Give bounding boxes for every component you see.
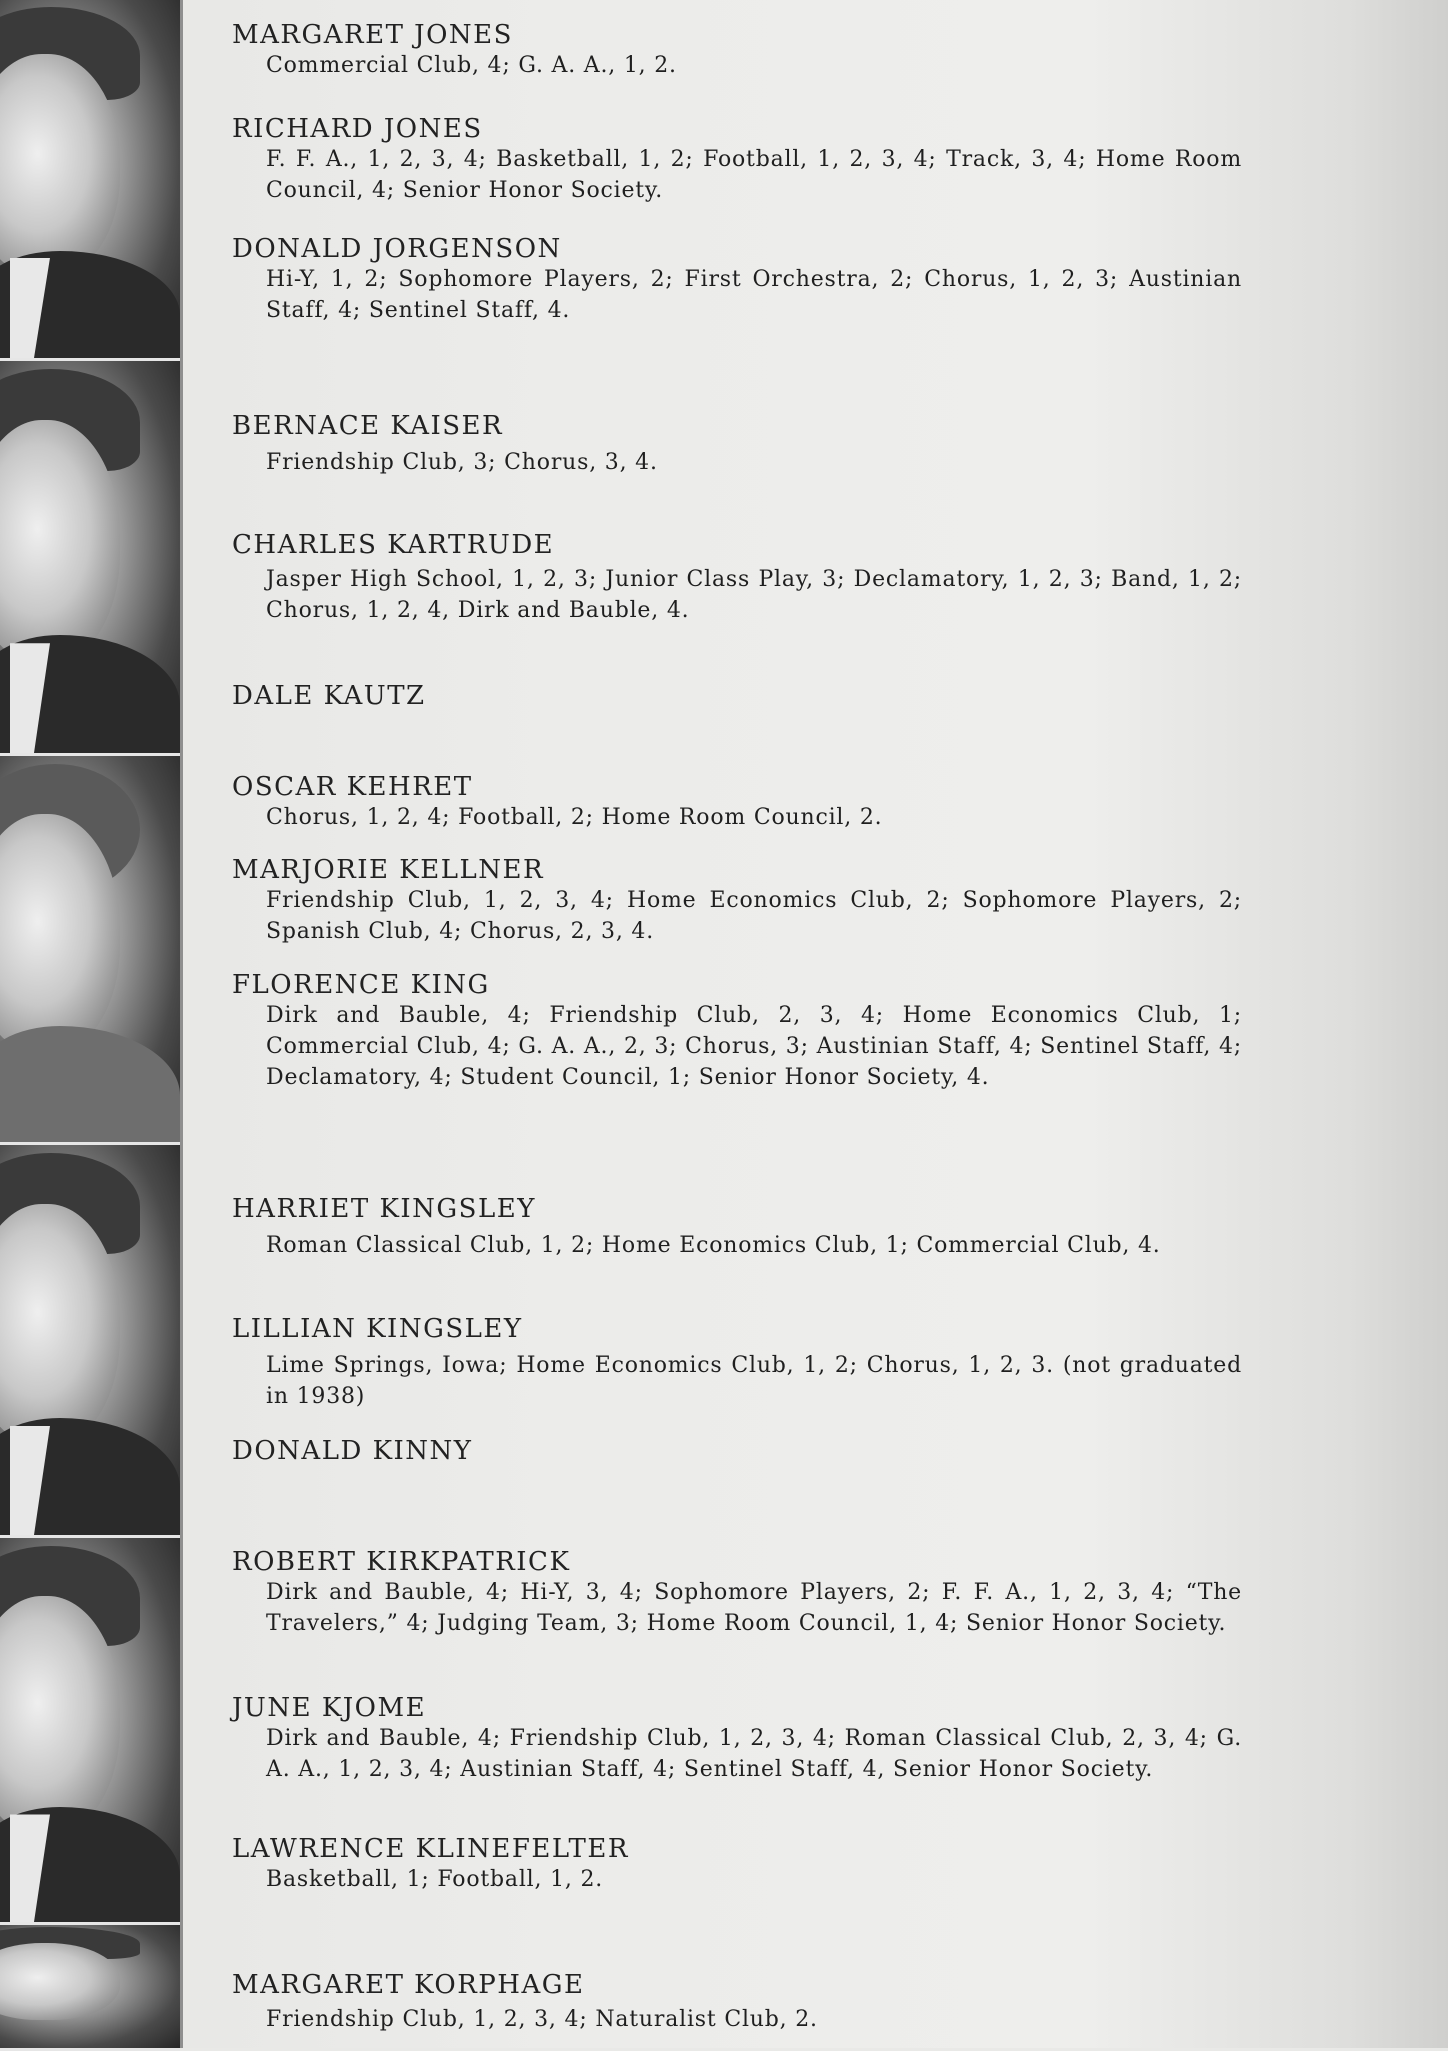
student-entry	[232, 411, 1242, 478]
student-name: ROBERT KIRKPATRICK	[232, 1547, 571, 1577]
student-name: FLORENCE KING	[232, 970, 490, 1000]
student-entry	[232, 530, 1242, 626]
student-entry	[232, 1970, 1242, 2035]
portrait-photo	[0, 1145, 180, 1538]
student-entry	[232, 1194, 1242, 1261]
student-name: HARRIET KINGSLEY	[232, 1194, 536, 1224]
portrait-photo	[0, 1538, 180, 1925]
student-activities: Roman Classical Club, 1, 2; Home Economics Club, 1; Commercial Club, 4.	[266, 1233, 1161, 1258]
student-entry	[232, 1314, 1242, 1412]
student-name: MARGARET KORPHAGE	[232, 1970, 585, 2000]
student-activities: Commercial Club, 4; G. A. A., 1, 2.	[266, 53, 677, 78]
student-activities: Dirk and Bauble, 4; Friendship Club, 2, 3, 4; Home Economics Club, 1; Commercial Club, 4; G. A. A., 2, 3; Chorus, 3; Austinian Staff, 4; Sentinel Staff, 4; Declamatory, 4; Student Council, 1; Senior Honor Society, 4.	[266, 1003, 1242, 1090]
student-activities: Jasper High School, 1, 2, 3; Junior Class Play, 3; Declamatory, 1, 2, 3; Band, 1, 2; Chorus, 1, 2, 4, Dirk and Bauble, 4.	[266, 567, 1242, 623]
student-activities: Basketball, 1; Football, 1, 2.	[266, 1867, 604, 1892]
student-entry	[232, 681, 1242, 711]
student-name: MARGARET JONES	[232, 20, 513, 50]
student-activities: Friendship Club, 3; Chorus, 3, 4.	[266, 450, 658, 475]
student-entry	[232, 114, 1242, 206]
student-name: MARJORIE KELLNER	[232, 855, 545, 885]
student-activities: Hi-Y, 1, 2; Sophomore Players, 2; First Orchestra, 2; Chorus, 1, 2, 3; Austinian Staff, 4; Sentinel Staff, 4.	[266, 267, 1242, 323]
student-activities: Friendship Club, 1, 2, 3, 4; Naturalist Club, 2.	[266, 2007, 818, 2032]
portrait-strip	[0, 0, 183, 2048]
student-name: JUNE KJOME	[232, 1693, 427, 1723]
portrait-photo	[0, 361, 180, 756]
student-entry	[232, 772, 1242, 833]
student-entry	[232, 855, 1242, 947]
student-name: BERNACE KAISER	[232, 411, 504, 441]
student-entry	[232, 20, 1242, 81]
student-activities: Friendship Club, 1, 2, 3, 4; Home Economics Club, 2; Sophomore Players, 2; Spanish Club, 4; Chorus, 2, 3, 4.	[266, 888, 1242, 944]
student-name: RICHARD JONES	[232, 114, 483, 144]
student-entry	[232, 1693, 1242, 1785]
student-name: OSCAR KEHRET	[232, 772, 473, 802]
student-entry	[232, 234, 1242, 326]
student-name: LAWRENCE KLINEFELTER	[232, 1834, 629, 1864]
student-name: DALE KAUTZ	[232, 681, 426, 711]
student-entry	[232, 970, 1242, 1093]
student-activities: Lime Springs, Iowa; Home Economics Club, 1, 2; Chorus, 1, 2, 3. (not graduated in 1938)	[266, 1353, 1242, 1409]
portrait-photo	[0, 756, 180, 1145]
portrait-photo	[0, 1925, 180, 2051]
student-entry	[232, 1547, 1242, 1639]
student-name: DONALD JORGENSON	[232, 234, 562, 264]
student-entry	[232, 1436, 1242, 1466]
student-activities: Chorus, 1, 2, 4; Football, 2; Home Room Council, 2.	[266, 805, 883, 830]
student-name: LILLIAN KINGSLEY	[232, 1314, 523, 1344]
portrait-photo	[0, 0, 180, 361]
student-activities: Dirk and Bauble, 4; Hi-Y, 3, 4; Sophomore Players, 2; F. F. A., 1, 2, 3, 4; “The Travelers,” 4; Judging Team, 3; Home Room Council, 1, 4; Senior Honor Society.	[266, 1580, 1242, 1636]
student-activities: F. F. A., 1, 2, 3, 4; Basketball, 1, 2; Football, 1, 2, 3, 4; Track, 3, 4; Home Room Council, 4; Senior Honor Society.	[266, 147, 1242, 203]
student-entry	[232, 1834, 1242, 1895]
student-name: CHARLES KARTRUDE	[232, 530, 555, 560]
student-name: DONALD KINNY	[232, 1436, 473, 1466]
student-activities: Dirk and Bauble, 4; Friendship Club, 1, 2, 3, 4; Roman Classical Club, 2, 3, 4; G. A. A., 1, 2, 3, 4; Austinian Staff, 4; Sentinel Staff, 4, Senior Honor Society.	[266, 1726, 1242, 1782]
